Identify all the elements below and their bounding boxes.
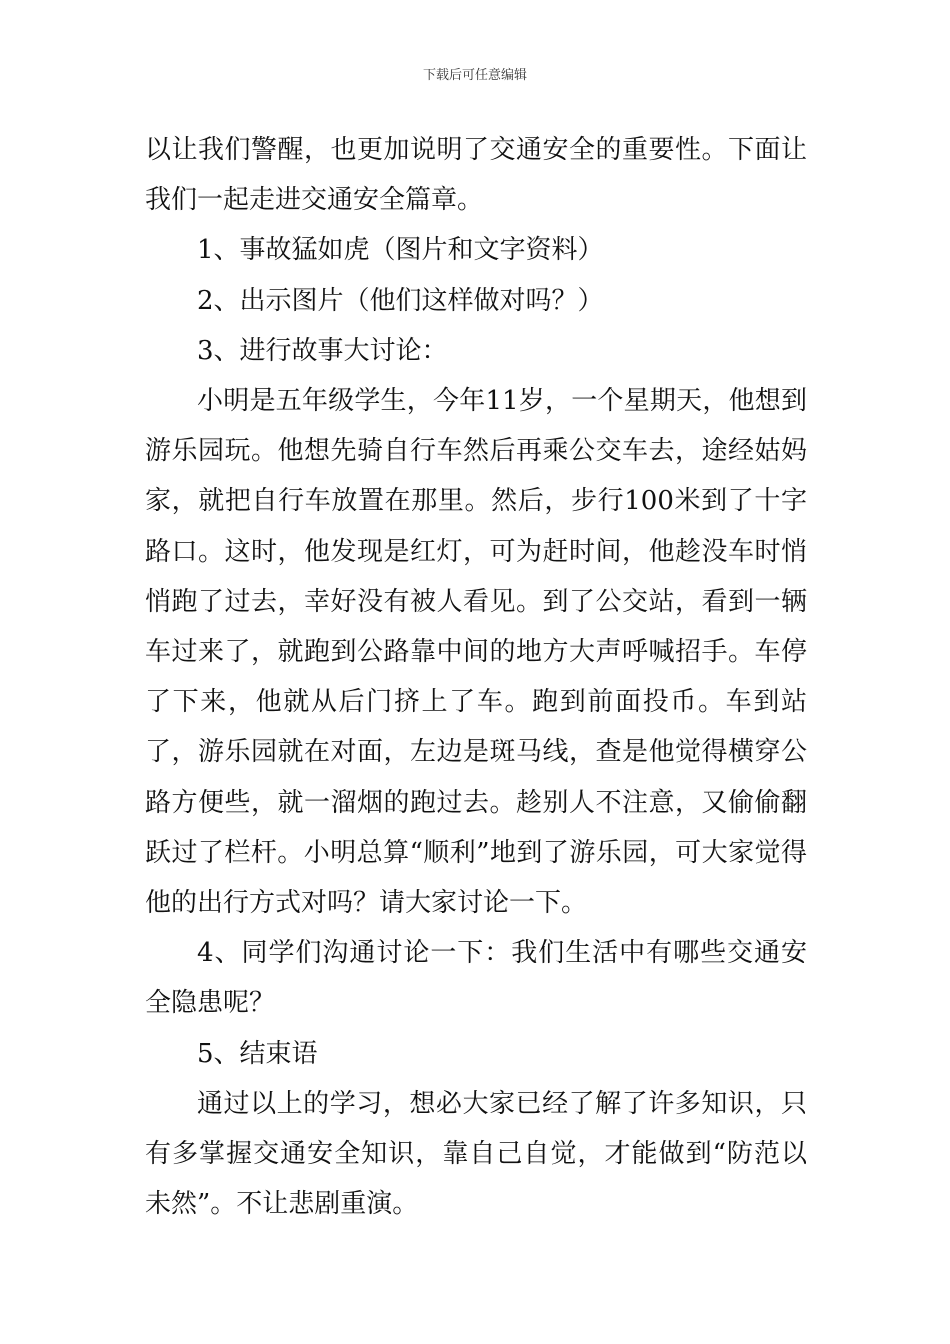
paragraph-item-3: 3、进行故事大讨论：	[197, 335, 448, 366]
paragraph-intro: 以让我们警醒，也更加说明了交通安全的重要性。下面让我们一起走进交通安全篇章。	[145, 135, 807, 216]
page-header: 下载后可任意编辑	[422, 68, 527, 83]
paragraph-item-2: 2、出示图片（他们这样做对吗？）	[197, 285, 604, 316]
paragraph-story: 小明是五年级学生，今年11岁，一个星期天，他想到游乐园玩。他想先骑自行车然后再乘公交车去，途经姑妈家，就把自行车放置在那里。然后，步行100米到了十字路口。这时，他发现是红灯，可为赶时间，他趁没车时悄悄跑了过去，幸好没有被人看见。到了公交站，看到一辆车过来了，就跑到公路靠中间的地方大声呼喊招手。车停了下来，他就从后门挤上了车。跑到前面投币。车到站了，游乐园就在对面，左边是斑马线，查是他觉得横穿公路方便些，就一溜烟的跑过去。趁别人不注意，又偷偷翻跃过了栏杆。小明总算“顺利”地到了游乐园，可大家觉得他的出行方式对吗？请大家讨论一下。	[145, 386, 807, 919]
paragraph-item-5: 5、结束语	[197, 1038, 318, 1069]
paragraph-conclusion: 通过以上的学习，想必大家已经了解了许多知识，只有多掌握交通安全知识，靠自己自觉，才能做到“防范以未然”。不让悲剧重演。	[145, 1088, 807, 1220]
document-body	[145, 125, 807, 1229]
paragraph-item-1: 1、事故猛如虎（图片和文字资料）	[197, 235, 604, 266]
paragraph-item-4: 4、同学们沟通讨论一下：我们生活中有哪些交通安全隐患呢？	[145, 938, 807, 1019]
